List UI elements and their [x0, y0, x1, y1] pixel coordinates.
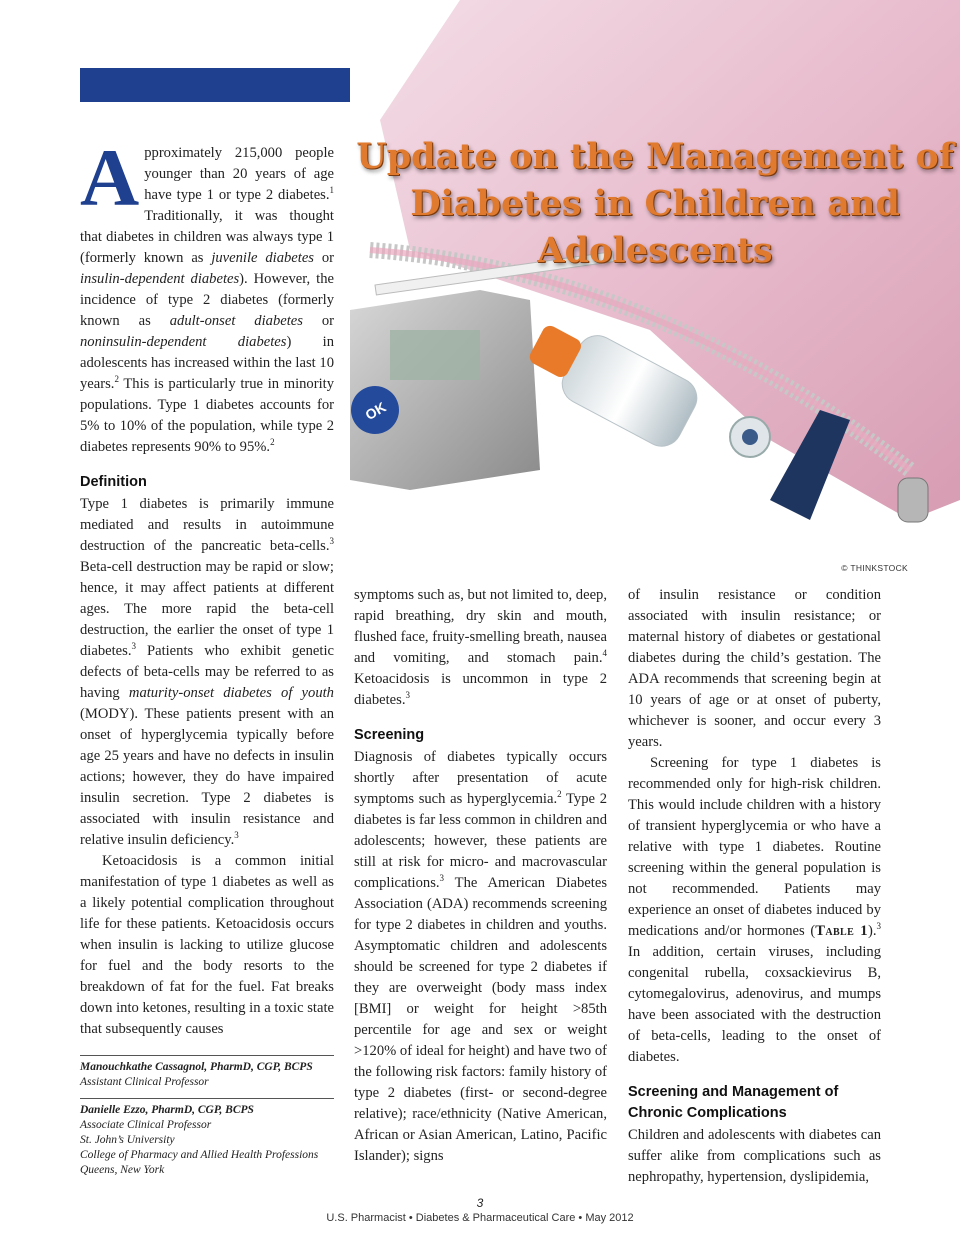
- column-2: [354, 585, 607, 1167]
- column-3: [628, 585, 881, 1188]
- screening-heading: Screening: [354, 727, 425, 743]
- type1-screening-paragraph: Screening for type 1 diabetes is recommended only for high-risk children. This would include children with a history of transient hyperglycemia or who have a relative with type 1 diabetes. Routine screening within the general population is not recommended. Patients may experience an onset of diabetes induced by medications and/or hormones (Table 1).$^3$ In addition, certain viruses, including congenital rubella, coxsackievirus B, cytomegalovirus, adenovirus, and mumps have been associated with the destruction of beta-cells, leading to the onset of diabetes.: [628, 755, 881, 1065]
- definition-paragraph: Type 1 diabetes is primarily immune mediated and results in autoimmune destruction of the pancreatic beta-cells.$^3$ Beta-cell destruction may be rapid or slow; hence, it may affect patients at different ages. The more rapid the beta-cell destruction, the earlier the onset of type 1 diabetes.$^3$ Patients who exhibit genetic defects of beta-cells may be referred to as having maturity-onset diabetes of youth (MODY). These patients present with an onset of hyperglycemia typically before age 25 years and have no defects in insulin actions; however, they do have impaired insulin secretion. Type 2 diabetes is associated with insulin resistance and relative insulin deficiency.$^3$: [80, 496, 334, 848]
- photo-credit: © THINKSTOCK: [841, 563, 908, 573]
- risk-factors-paragraph: of insulin resistance or condition associated with insulin resistance; or maternal history of diabetes or gestational diabetes during the child’s gestation. The ADA recommends that screening begin at 10 years of age or at onset of puberty, whichever is sooner, and occur every 3 years.: [628, 587, 881, 750]
- header-photo: [350, 0, 960, 560]
- publication-footer: U.S. Pharmacist • Diabetes & Pharmaceutical Care • May 2012: [326, 1212, 634, 1224]
- symptoms-paragraph: symptoms such as, but not limited to, deep, rapid breathing, dry skin and mouth, flushed face, fruity-smelling breath, nausea and vomiting, and stomach pain.$^4$ Ketoacidosis is uncommon in type 2 diabetes.$^3$: [354, 587, 607, 708]
- author-box: [80, 1055, 334, 1186]
- zipper-pull-shape: [898, 478, 928, 522]
- drop-cap: A: [80, 132, 140, 223]
- column-1: [80, 132, 335, 1040]
- author-2: Danielle Ezzo, PharmD, CGP, BCPS Associate Clinical Professor St. John’s University College of Pharmacy and Allied Health Professions Queens, New York: [80, 1104, 319, 1176]
- page-number: 3: [476, 1196, 484, 1210]
- article-title: Update on the Management of Diabetes in Children and Adolescents: [356, 136, 954, 271]
- intro-paragraph: Approximately 215,000 people younger than 20 years of age have type 1 or type 2 diabetes.$^1$ Traditionally, it was thought that diabetes in children was always type 1 (formerly known as juvenile diabetes or insulin-dependent diabetes). However, the incidence of type 2 diabetes (formerly known as adult-onset diabetes or noninsulin-dependent diabetes) in adolescents has increased within the last 10 years.$^2$ This is particularly true in minority populations. Type 1 diabetes accounts for 5% to 10% of the population, while type 2 diabetes represents 90% to 95%.$^2$: [80, 132, 335, 455]
- complications-paragraph: Children and adolescents with diabetes can suffer alike from complications such as nephropathy, hypertension, dyslipidemia,: [628, 1127, 881, 1185]
- complications-heading: Screening and Management of Chronic Complications: [628, 1084, 839, 1121]
- screening-paragraph: Diagnosis of diabetes typically occurs shortly after presentation of acute symptoms such as hyperglycemia.$^2$ Type 2 diabetes is far less common in children and adolescents; however, these patients are still at risk for micro- and macrovascular complications.$^3$ The American Diabetes Association (ADA) recommends screening for type 2 diabetes in children and youths. Asymptomatic children and adolescents should be screened for type 2 diabetes if they are overweight (body mass index [BMI] or weight for height >85th percentile for age and sex or weight >120% of ideal for height) and have two of the following risk factors: family history of type 2 diabetes (first- or second-degree relative); race/ethnicity (Native American, African or Asian American, Latino, Pacific Islander); signs: [354, 749, 608, 1164]
- author-1: Manouchkathe Cassagnol, PharmD, CGP, BCPS Assistant Clinical Professor: [80, 1061, 313, 1088]
- svg-text:OK: OK: [362, 398, 389, 424]
- table-1-reference: Table 1: [815, 923, 868, 939]
- ketoacidosis-paragraph: Ketoacidosis is a common initial manifestation of type 1 diabetes as well as a likely potential complication throughout life for these patients. Ketoacidosis occurs when insulin is lacking to utilize glucose for fuel and the body resorts to the breakdown of fat for the fuel. Fat breaks down into ketones, resulting in a toxic state that subsequently causes: [80, 853, 334, 1037]
- definition-heading: Definition: [80, 474, 147, 490]
